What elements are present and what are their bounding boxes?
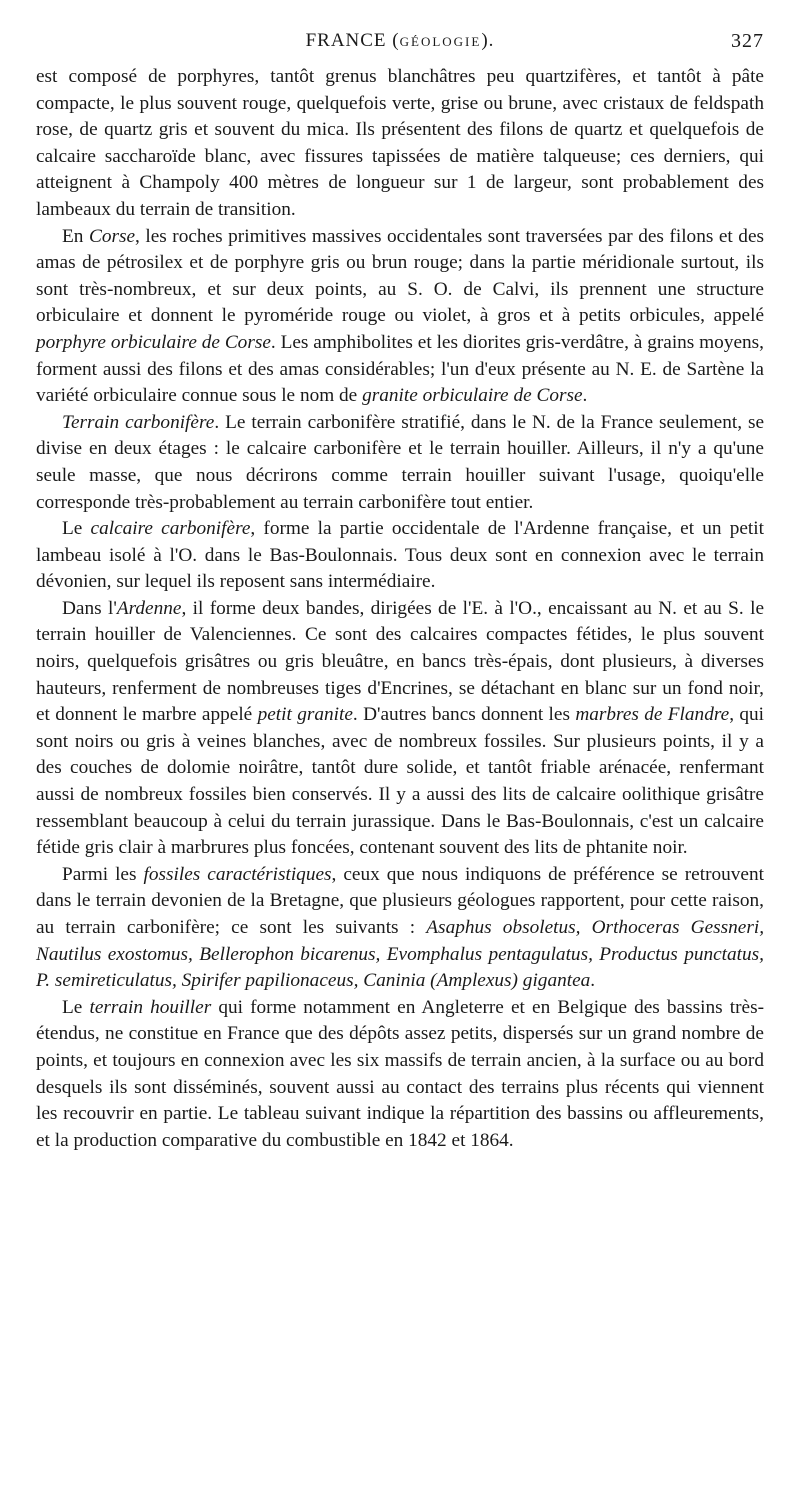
p4-italic-calcaire: calcaire carbonifère (90, 518, 251, 540)
header-title-end: ). (481, 30, 495, 51)
p2-text-c: , les roches primitives massives occidentales sont traversées par des filons et des amas de pétrosilex et de porphyre gris ou brun rouge; dans la partie méridionale surtout, ils sont très-nombreux, et sur deux points, au S. O. de Calvi, ils prennent une structure orbiculaire et donnent le pyroméride rouge ou violet, à gros et à petits orbicules, appelé (36, 225, 765, 327)
header-title-main: FRANCE ( (305, 30, 400, 51)
paragraph-4 (36, 516, 764, 596)
paragraph-3 (36, 410, 764, 516)
p7-text-a: Le (62, 996, 90, 1018)
p5-italic-ardenne: Ardenne (116, 597, 182, 619)
p3-heading-terrain-carbonifere: Terrain carbonifère (62, 411, 215, 433)
paragraph-1: est composé de porphyres, tantôt grenus blanchâtres peu quartzifères, et tantôt à pâte compacte, le plus souvent rouge, quelquefois verte, grise ou brune, avec cristaux de feldspath rose, de quartz gris et souvent du mica. Ils présentent des filons de quartz et quelquefois de calcaire saccharoïde blanc, avec fissures tapissées de matière talqueuse; ces derniers, qui atteignent à Champoly 400 mètres de longueur sur 1 de largeur, sont probablement des lambeaux du terrain de transition. (36, 66, 764, 220)
p6-text-e: . (590, 970, 596, 992)
paragraph-2 (36, 224, 764, 410)
p6-italic-fossiles: fossiles caractéristiques (143, 863, 332, 885)
p7-italic-houiller: terrain houiller (89, 996, 212, 1018)
p5-text-a: Dans l' (62, 597, 117, 619)
p3-text-b: . Le terrain carbonifère stratifié, dans le N. de la France seulement, se divise en deux étages : le calcaire carbonifère et le terrain houiller. Ailleurs, il n'y a qu'une seule masse, que nous décrirons comme terrain houiller suivant l'usage, quoiqu'elle corresponde très-probablement au terrain carbonifère tout entier. (36, 411, 765, 513)
p6-text-a: Parmi les (62, 863, 144, 885)
page-number: 327 (731, 30, 764, 52)
p2-text-e: . Les amphibolites et les diorites gris-verdâtre, à grains moyens, forment aussi des filons et des amas considérables; l'un d'eux présente au N. E. de Sartène la variété orbiculaire connue sous le nom de (36, 331, 764, 407)
p5-italic-petit-granite: petit granite (257, 704, 353, 726)
p2-italic-corse: Corse (88, 225, 136, 247)
p2-italic-granite: granite orbiculaire de Corse (362, 385, 583, 407)
body-text (36, 64, 764, 1154)
p5-italic-marbres: marbres de Flandre (575, 704, 730, 726)
p5-text-e: . D'autres bancs donnent les (352, 704, 576, 726)
p5-text-c: , il forme deux bandes, dirigées de l'E. à l'O., encaissant au N. et au S. le terrain houiller de Valenciennes. Ce sont des calcaires compactes fétides, le plus souvent noirs, quelquefois grisâtres ou gris bleuâtre, en bancs très-épais, dont plusieurs, à diverses hauteurs, renferment de nombreuses tiges d'Encrines, se détachant en blanc sur un fond noir, et donnent le marbre appelé (36, 597, 765, 726)
p2-italic-porphyre: porphyre orbiculaire de Corse (36, 331, 271, 353)
p5-text-g: , qui sont noirs ou gris à veines blanches, avec de nombreux fossiles. Sur plusieurs points, il y a des couches de dolomie noirâtre, tantôt dure solide, et tantôt friable arénacée, renfermant aussi de nombreux fossiles bien conservés. Il y a aussi des lits de calcaire oolithique grisâtre ressemblant beaucoup à celui du terrain jurassique. Dans le Bas-Boulonnais, c'est un calcaire fétide gris clair à marbrures plus foncées, contenant souvent des lits de phtanite noir. (36, 704, 764, 859)
paragraph-5 (36, 596, 764, 862)
header-title-small: GÉOLOGIE (399, 34, 482, 49)
paragraph-7 (36, 995, 764, 1155)
p4-text-c: , forme la partie occidentale de l'Ardenne française, et un petit lambeau isolé à l'O. dans le Bas-Boulonnais. Tous deux sont en connexion avec le terrain dévonien, sur lequel ils reposent sans intermédiaire. (36, 518, 764, 593)
p2-text-g: . (582, 385, 588, 407)
p7-text-c: qui forme notamment en Angleterre et en Belgique des bassins très-étendus, ne constitue en France que des dépôts assez petits, dispersés sur un grand nombre de points, et toujours en connexion avec les six massifs de terrain ancien, à la surface ou au bord desquels ils sont disséminés, souvent aussi au contact des terrains plus récents qui viennent les recouvrir en partie. Le tableau suivant indique la répartition des bassins ou affleurements, et la production comparative du combustible en 1842 et 1864. (36, 996, 764, 1151)
header-title (36, 30, 764, 52)
p6-italic-species-list: Asaphus obsoletus, Orthoceras Gessneri, Nautilus exostomus, Bellerophon bicarenus, Evomphalus pentagulatus, Productus punctatus, P. semireticulatus, Spirifer papilionaceus, Caninia (Amplexus) gigantea (36, 917, 765, 992)
p4-text-a: Le (62, 518, 91, 540)
p6-text-c: , ceux que nous indiquons de préférence se retrouvent dans le terrain devonien de la Bretagne, que plusieurs géologues rapportent, pour cette raison, au terrain carbonifère; ce sont les suivants : (36, 863, 764, 938)
running-header (36, 30, 764, 60)
p2-text-a: En (62, 225, 89, 247)
paragraph-6 (36, 862, 764, 995)
